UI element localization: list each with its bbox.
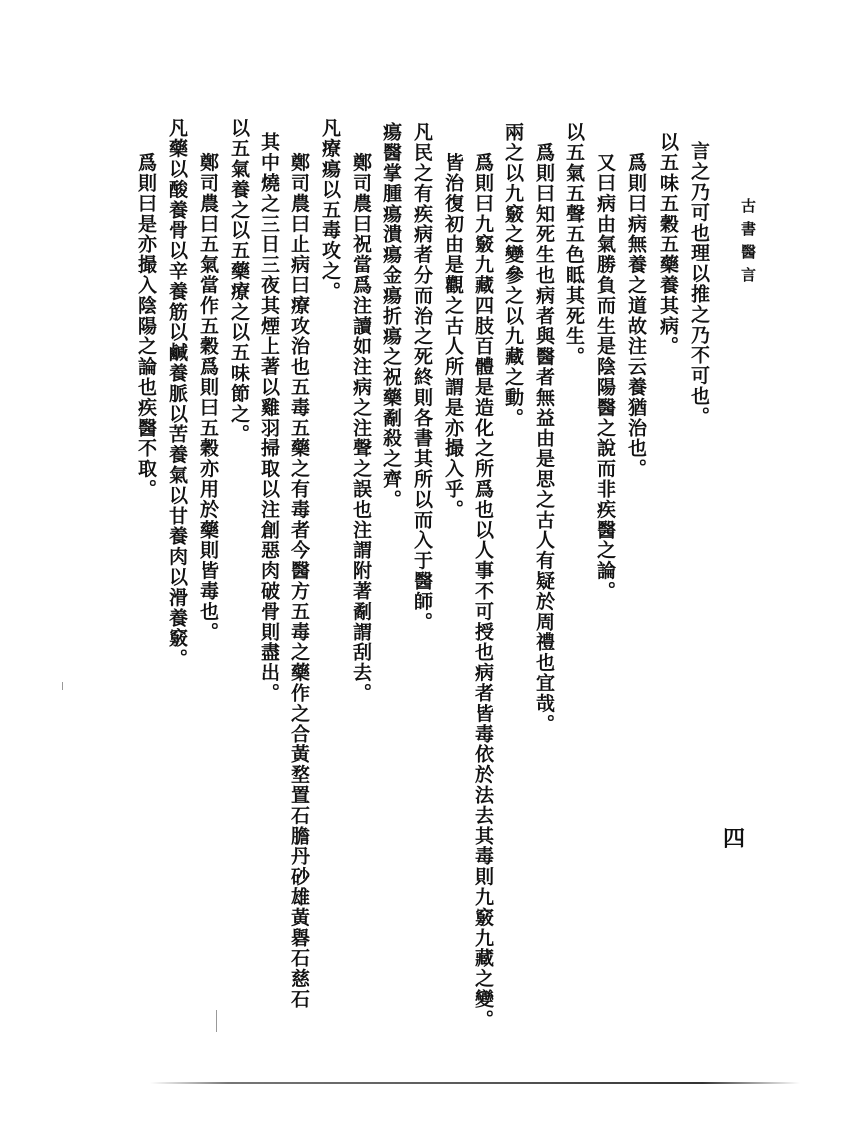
text-column-18: 凡藥以酸養骨以辛養筋以鹹養脈以苦養氣以甘養肉以滑養竅。 [166, 118, 188, 669]
page-number: 四 [723, 826, 746, 852]
text-column-7: 兩之以九竅之變參之以九藏之動。 [502, 122, 524, 428]
text-column-6: 爲則曰知死生也病者與醫者無益由是思之古人有疑於周禮也宜哉。 [533, 122, 555, 734]
running-header: 古書醫言 [739, 198, 757, 290]
text-column-16: 以五氣養之以五藥療之以五味節之。 [228, 118, 250, 445]
text-column-9: 皆治復初由是觀之古人所謂是亦撮入乎。 [442, 132, 464, 520]
text-column-5: 以五氣五聲五色眡其死生。 [563, 122, 585, 367]
text-column-14: 鄭司農曰止病曰療攻治也五毒五藥之有毒者今醫方五毒之藥作之合黃堥置石膽丹砂雄黃礜石慈石 [288, 132, 310, 1010]
text-column-11: 瘍醫掌腫瘍潰瘍金瘍折瘍之祝藥劀殺之齊。 [380, 122, 402, 510]
text-column-19: 爲則曰是亦撮入陰陽之論也疾醫不取。 [135, 132, 157, 500]
text-column-12: 鄭司農曰祝當爲注讀如注病之注聲之誤也注謂附著劀謂刮去。 [350, 132, 372, 704]
scan-speck [62, 682, 63, 690]
text-column-2: 以五味五穀五藥養其病。 [657, 132, 679, 357]
scan-bottom-rule [150, 1082, 800, 1084]
text-column-1: 言之乃可也理以推之乃不可也。 [688, 141, 710, 427]
text-column-8: 爲則曰九竅九藏四肢百體是造化之所爲也以人事不可授也病者皆毒依於法去其毒則九竅九藏之變。 [472, 132, 494, 1030]
text-column-15: 其中燒之三日三夜其煙上著以雞羽掃取以注創惡肉破骨則盡出。 [258, 132, 280, 704]
scan-speck [216, 1010, 217, 1032]
text-column-17: 鄭司農曰五氣當作五穀爲則曰五穀亦用於藥則皆毒也。 [197, 132, 219, 642]
text-column-3: 爲則曰病無養之道故注云養猶治也。 [625, 132, 647, 479]
text-column-10: 凡民之有疾病者分而治之死終則各書其所以而入于醫師。 [411, 122, 433, 632]
text-column-4: 又曰病由氣勝負而生是陰陽醫之說而非疾醫之論。 [594, 132, 616, 602]
text-column-13: 凡療瘍以五毒攻之。 [319, 118, 341, 302]
